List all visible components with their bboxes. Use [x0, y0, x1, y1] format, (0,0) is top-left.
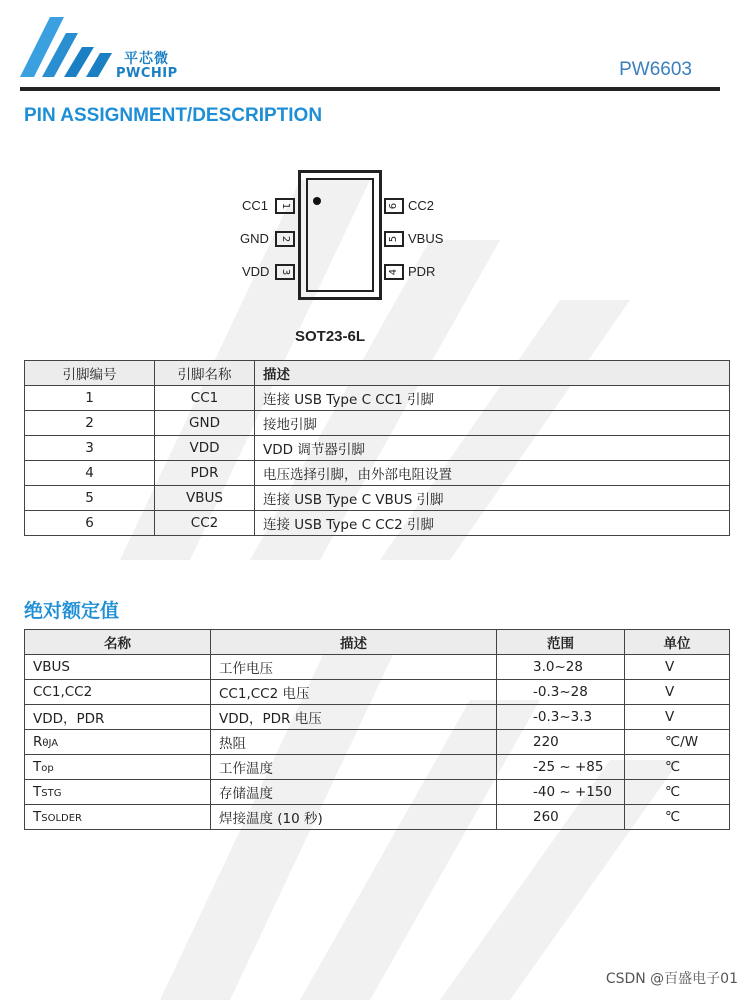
pin-box-left-3: 3 — [275, 264, 295, 280]
param-range: -0.3~28 — [497, 680, 625, 705]
header-description: 描述 — [211, 630, 497, 655]
param-name: TSTG — [25, 780, 211, 805]
table-row — [25, 755, 730, 780]
param-name: CC1,CC2 — [25, 680, 211, 705]
pwchip-logo — [20, 15, 120, 80]
pin-box-right-6: 6 — [384, 198, 404, 214]
abs-max-ratings-table — [24, 629, 730, 830]
pin-description: 电压选择引脚，由外部电阻设置 — [255, 461, 730, 486]
pin-name: PDR — [155, 461, 255, 486]
table-row — [25, 461, 730, 486]
param-unit: ℃ — [625, 755, 730, 780]
brand-name-cn: 平芯微 — [124, 51, 169, 67]
pin-label-left-2: GND — [240, 231, 269, 246]
header-unit: 单位 — [625, 630, 730, 655]
param-range: -40 ~ +150 — [497, 780, 625, 805]
part-number: PW6603 — [619, 59, 692, 80]
param-description: 工作电压 — [211, 655, 497, 680]
param-unit: ℃ — [625, 780, 730, 805]
param-name: VBUS — [25, 655, 211, 680]
param-description: 工作温度 — [211, 755, 497, 780]
param-name: TSOLDER — [25, 805, 211, 830]
pin-label-right-5: VBUS — [408, 231, 444, 246]
param-range: 3.0~28 — [497, 655, 625, 680]
param-description: 存储温度 — [211, 780, 497, 805]
param-name: RθJA — [25, 730, 211, 755]
pin-label-right-6: CC2 — [408, 198, 435, 213]
pin-description: 连接 USB Type C VBUS 引脚 — [255, 486, 730, 511]
param-range: -25 ~ +85 — [497, 755, 625, 780]
pin-name: GND — [155, 411, 255, 436]
table-row — [25, 680, 730, 705]
pin-box-left-1: 1 — [275, 198, 295, 214]
pin-label-right-4: PDR — [408, 264, 436, 279]
param-range: 260 — [497, 805, 625, 830]
pin-name: CC1 — [155, 386, 255, 411]
pin-box-right-4: 4 — [384, 264, 404, 280]
pin-number: 3 — [25, 436, 155, 461]
param-unit: V — [625, 655, 730, 680]
pin-name: VDD — [155, 436, 255, 461]
param-unit: ℃ — [625, 805, 730, 830]
package-diagram — [230, 170, 450, 305]
header-pin-number: 引脚编号 — [25, 361, 155, 386]
pin-description: 连接 USB Type C CC1 引脚 — [255, 386, 730, 411]
abs-max-section-title: 绝对额定值 — [24, 601, 120, 622]
pin-description: 接地引脚 — [255, 411, 730, 436]
param-description: VDD，PDR 电压 — [211, 705, 497, 730]
package-name: SOT23-6L — [295, 328, 366, 345]
package-body — [298, 170, 382, 300]
table-row — [25, 655, 730, 680]
pin-description: 连接 USB Type C CC2 引脚 — [255, 511, 730, 536]
pin-number: 4 — [25, 461, 155, 486]
pin-description: VDD 调节器引脚 — [255, 436, 730, 461]
param-unit: ℃/W — [625, 730, 730, 755]
param-unit: V — [625, 705, 730, 730]
pin-label-left-1: CC1 — [242, 198, 269, 213]
table-row — [25, 386, 730, 411]
pin1-marker-dot — [313, 197, 321, 205]
table-row — [25, 411, 730, 436]
table-row — [25, 705, 730, 730]
pin-number: 5 — [25, 486, 155, 511]
header-range: 范围 — [497, 630, 625, 655]
table-header-row — [25, 630, 730, 655]
header-rule — [20, 87, 720, 91]
param-unit: V — [625, 680, 730, 705]
param-name: Top — [25, 755, 211, 780]
param-description: 焊接温度 (10 秒) — [211, 805, 497, 830]
header-description: 描述 — [255, 361, 730, 386]
pin-description-table — [24, 360, 730, 536]
param-range: -0.3~3.3 — [497, 705, 625, 730]
header-pin-name: 引脚名称 — [155, 361, 255, 386]
pin-name: CC2 — [155, 511, 255, 536]
pin-section-title: PIN ASSIGNMENT/DESCRIPTION — [24, 105, 323, 126]
table-row — [25, 511, 730, 536]
pin-box-right-5: 5 — [384, 231, 404, 247]
pin-number: 2 — [25, 411, 155, 436]
table-row — [25, 436, 730, 461]
table-row — [25, 780, 730, 805]
pin-number: 6 — [25, 511, 155, 536]
table-row — [25, 805, 730, 830]
param-description: 热阻 — [211, 730, 497, 755]
pin-label-left-3: VDD — [242, 264, 270, 279]
param-name: VDD，PDR — [25, 705, 211, 730]
brand-name-en: PWCHIP — [116, 66, 178, 81]
param-range: 220 — [497, 730, 625, 755]
pin-name: VBUS — [155, 486, 255, 511]
param-description: CC1,CC2 电压 — [211, 680, 497, 705]
csdn-watermark-text: CSDN @百盛电子01 — [605, 971, 738, 987]
table-row — [25, 486, 730, 511]
table-header-row — [25, 361, 730, 386]
page-header — [20, 15, 720, 95]
table-row — [25, 730, 730, 755]
pin-box-left-2: 2 — [275, 231, 295, 247]
pin-number: 1 — [25, 386, 155, 411]
header-name: 名称 — [25, 630, 211, 655]
